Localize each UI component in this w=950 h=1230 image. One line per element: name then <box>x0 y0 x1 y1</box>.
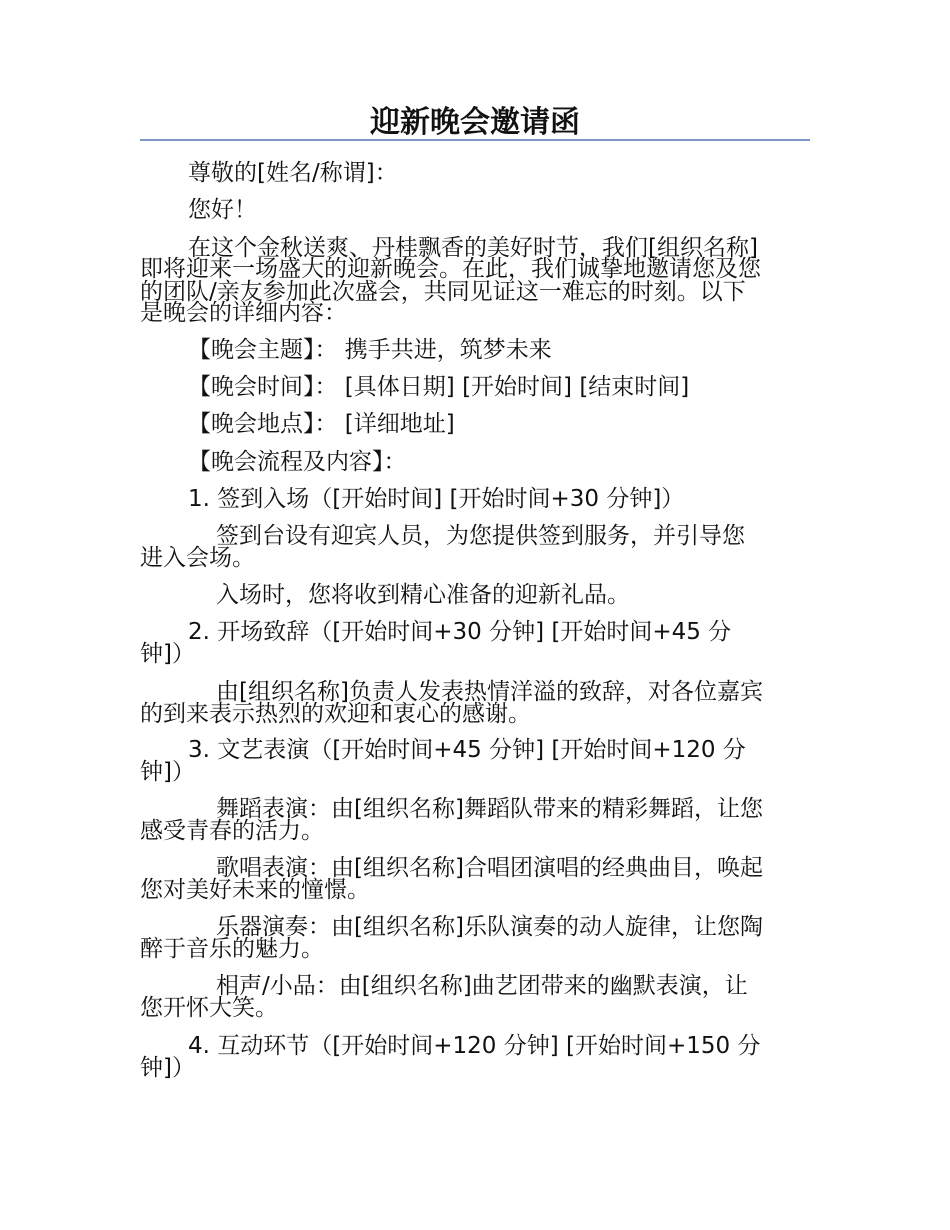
intro-paragraph-line-2: 即将迎来一场盛大的迎新晚会。在此，我们诚挚地邀请您及您 <box>140 256 761 282</box>
intro-paragraph-line-1: 在这个金秋送爽、丹桂飘香的美好时节，我们[组织名称] <box>188 235 758 261</box>
program-item-1-detail-line-1: 签到台设有迎宾人员，为您提供签到服务，并引导您 <box>216 523 745 549</box>
program-item-1-heading: 1. 签到入场（[开始时间] [开始时间+30 分钟]） <box>188 486 685 512</box>
instrument-performance-line-1: 乐器演奏：由[组织名称]乐队演奏的动人旋律，让您陶 <box>216 914 763 940</box>
instrument-performance-line-2: 醉于音乐的魅力。 <box>140 936 324 962</box>
title-underline <box>140 139 810 141</box>
dance-performance-line-2: 感受青春的活力。 <box>140 818 324 844</box>
page-title: 迎新晚会邀请函 <box>370 105 580 140</box>
program-item-2-heading-line-1: 2. 开场致辞（[开始时间+30 分钟] [开始时间+45 分 <box>188 619 732 645</box>
party-time-line: 【晚会时间】： [具体日期] [开始时间] [结束时间] <box>188 374 690 400</box>
program-item-1-detail-line-2: 进入会场。 <box>140 545 255 571</box>
singing-performance-line-1: 歌唱表演：由[组织名称]合唱团演唱的经典曲目，唤起 <box>216 855 763 881</box>
program-item-1-detail-line-3: 入场时，您将收到精心准备的迎新礼品。 <box>216 582 630 608</box>
party-location-line: 【晚会地点】： [详细地址] <box>188 411 455 437</box>
comedy-performance-line-1: 相声/小品：由[组织名称]曲艺团带来的幽默表演，让 <box>216 973 748 999</box>
intro-paragraph-line-3: 的团队/亲友参加此次盛会，共同见证这一难忘的时刻。以下 <box>140 279 746 305</box>
salutation-line: 尊敬的[姓名/称谓]： <box>188 160 398 186</box>
singing-performance-line-2: 您对美好未来的憧憬。 <box>140 877 370 903</box>
program-item-3-heading-line-2: 钟]） <box>140 759 195 785</box>
comedy-performance-line-2: 您开怀大笑。 <box>140 995 278 1021</box>
program-item-2-detail-line-1: 由[组织名称]负责人发表热情洋溢的致辞，对各位嘉宾 <box>216 679 763 705</box>
party-theme-line: 【晚会主题】： 携手共进，筑梦未来 <box>188 337 552 363</box>
program-item-2-heading-line-2: 钟]） <box>140 641 195 667</box>
dance-performance-line-1: 舞蹈表演：由[组织名称]舞蹈队带来的精彩舞蹈，让您 <box>216 796 763 822</box>
program-item-4-heading-line-1: 4. 互动环节（[开始时间+120 分钟] [开始时间+150 分 <box>188 1033 761 1059</box>
program-item-3-heading-line-1: 3. 文艺表演（[开始时间+45 分钟] [开始时间+120 分 <box>188 737 746 763</box>
greeting-line: 您好！ <box>188 197 257 223</box>
program-item-2-detail-line-2: 的到来表示热烈的欢迎和衷心的感谢。 <box>140 701 531 727</box>
program-item-4-heading-line-2: 钟]） <box>140 1055 195 1081</box>
intro-paragraph-line-4: 是晚会的详细内容： <box>140 300 347 326</box>
program-heading-line: 【晚会流程及内容】： <box>188 449 407 475</box>
